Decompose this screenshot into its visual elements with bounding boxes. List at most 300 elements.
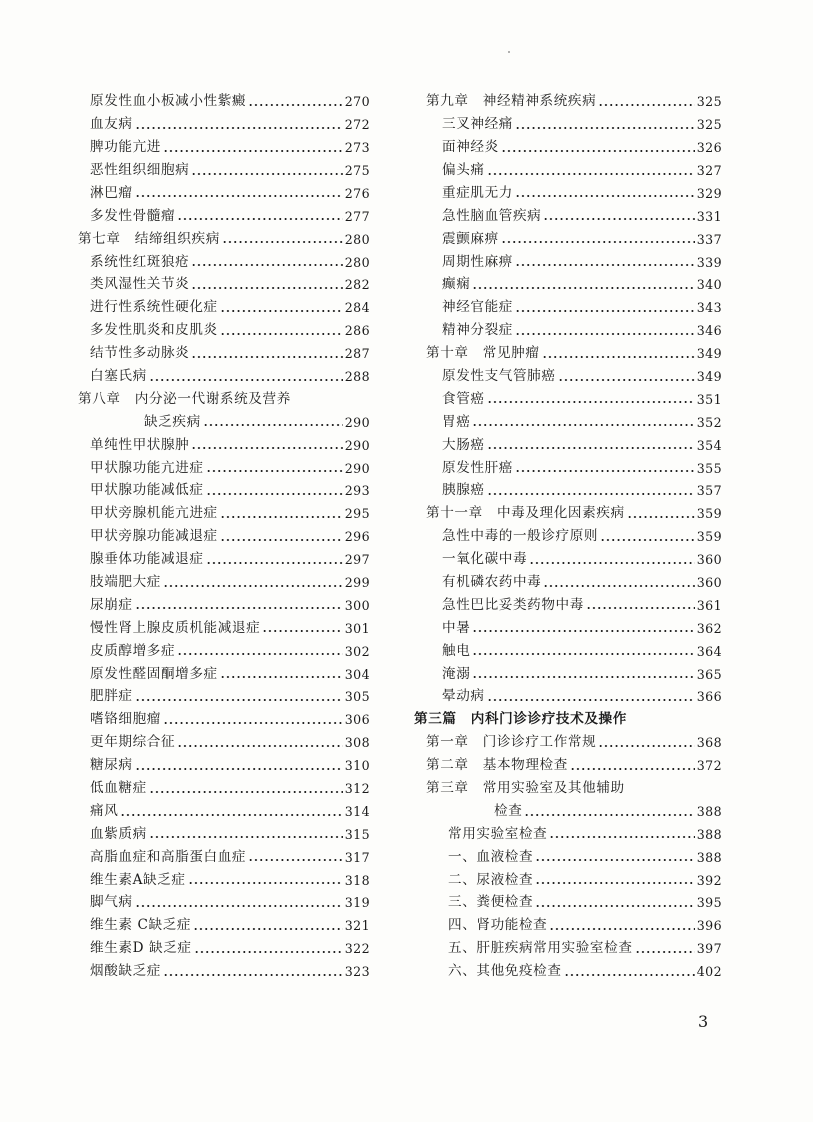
- dot-leader: [135, 905, 343, 907]
- toc-entry: [414, 86, 722, 109]
- toc-entry: [78, 132, 370, 155]
- dot-leader: [163, 974, 343, 976]
- toc-entry-title: 第三章 常用实验室及其他辅助: [426, 780, 625, 797]
- toc-entry-title: 三、粪便检查: [448, 894, 534, 911]
- toc-entry-page: 402: [696, 964, 722, 980]
- toc-entry-title: 多发性肌炎和皮肌炎: [90, 322, 218, 339]
- toc-entry-title: 甲状腺功能减低症: [90, 482, 204, 499]
- toc-entry-title: 嗜铬细胞瘤: [90, 711, 161, 728]
- dot-leader: [206, 493, 343, 495]
- toc-entry: [414, 933, 722, 956]
- toc-entry: [78, 223, 370, 246]
- toc-entry-page: 357: [696, 483, 722, 499]
- toc-entry: [78, 315, 370, 338]
- toc-entry: [414, 567, 722, 590]
- toc-entry-title: 结节性多动脉炎: [90, 345, 190, 362]
- toc-entry: [78, 292, 370, 315]
- dot-leader: [220, 516, 343, 518]
- toc-entry-page: 290: [344, 460, 370, 476]
- dot-leader: [135, 768, 343, 770]
- toc-entry-page: 282: [344, 277, 370, 293]
- toc-entry-page: 327: [696, 162, 722, 178]
- toc-entry-page: 395: [696, 895, 722, 911]
- dot-leader: [524, 814, 694, 816]
- dot-leader: [149, 791, 343, 793]
- toc-entry: [78, 887, 370, 910]
- dot-leader: [220, 539, 343, 541]
- dot-leader: [149, 836, 343, 838]
- toc-entry: [78, 796, 370, 819]
- toc-entry-title: 原发性肝癌: [442, 459, 513, 476]
- toc-entry-page: 280: [344, 254, 370, 270]
- toc-entry: [414, 521, 722, 544]
- dot-leader: [177, 218, 343, 220]
- toc-entry: [78, 544, 370, 567]
- toc-entry-title: 中暑: [442, 619, 471, 636]
- toc-entry-page: 323: [344, 964, 370, 980]
- toc-entry-title: 淋巴瘤: [90, 184, 133, 201]
- toc-entry-page: 388: [696, 849, 722, 865]
- toc-entry-page: 296: [344, 529, 370, 545]
- toc-entry-page: 360: [696, 552, 722, 568]
- toc-entry: [414, 544, 722, 567]
- toc-entry-page: 293: [344, 483, 370, 499]
- toc-entry-title: 缺乏疾病: [144, 413, 201, 430]
- dot-leader: [487, 699, 695, 701]
- toc-entry-title: 第七章 结缔组织疾病: [78, 230, 220, 247]
- toc-entry: [78, 635, 370, 658]
- toc-entry: [78, 773, 370, 796]
- toc-entry-page: 276: [344, 185, 370, 201]
- dot-leader: [206, 562, 343, 564]
- dot-leader: [487, 401, 695, 403]
- dot-leader: [515, 470, 695, 472]
- toc-entry: [78, 590, 370, 613]
- toc-entry-page: 354: [696, 437, 722, 453]
- toc-entry-title: 甲状旁腺机能亢进症: [90, 505, 218, 522]
- dot-leader: [535, 882, 695, 884]
- toc-entry: [78, 612, 370, 635]
- dot-leader: [120, 814, 342, 816]
- page-number: 3: [698, 1012, 709, 1031]
- toc-entry: [414, 178, 722, 201]
- dot-leader: [220, 333, 343, 335]
- toc-entry-title: 四、肾功能检查: [448, 917, 548, 934]
- dot-leader: [472, 653, 694, 655]
- dot-leader: [472, 676, 694, 678]
- dot-leader: [515, 333, 695, 335]
- dot-leader: [600, 539, 695, 541]
- toc-entry-page: 319: [344, 895, 370, 911]
- toc-entry-title: 二、尿液检查: [448, 871, 534, 888]
- toc-entry-page: 397: [696, 941, 722, 957]
- dot-leader: [163, 722, 343, 724]
- toc-entry-title: 血紫质病: [90, 825, 147, 842]
- toc-entry-page: 392: [696, 872, 722, 888]
- dot-leader: [501, 150, 695, 152]
- toc-entry-page: 360: [696, 575, 722, 590]
- toc-entry: [414, 292, 722, 315]
- dot-leader: [191, 173, 342, 175]
- dot-leader: [570, 768, 695, 770]
- toc-entry: [78, 658, 370, 681]
- toc-entry-title: 检查: [494, 802, 523, 819]
- toc-entry: [414, 956, 722, 979]
- dot-leader: [487, 493, 695, 495]
- toc-entry: [78, 200, 370, 223]
- toc-entry-page: 287: [344, 346, 370, 362]
- toc-entry: [414, 658, 722, 681]
- toc-entry: [414, 246, 722, 269]
- dot-leader: [135, 127, 343, 129]
- dot-leader: [163, 585, 343, 587]
- toc-entry: [414, 635, 722, 658]
- dot-leader: [135, 195, 343, 197]
- dot-leader: [635, 951, 695, 953]
- toc-entry-title: 更年期综合征: [90, 734, 176, 751]
- dot-leader: [220, 676, 343, 678]
- toc-right-column: [414, 86, 722, 979]
- toc-entry: [414, 338, 722, 361]
- toc-entry: [78, 567, 370, 590]
- toc-entry-page: 365: [696, 666, 722, 682]
- toc-entry: [414, 864, 722, 887]
- toc-entry-page: 286: [344, 323, 370, 339]
- toc-entry-title: 大肠癌: [442, 436, 485, 453]
- toc-entry: [78, 361, 370, 384]
- toc-entry-title: 甲状旁腺功能减退症: [90, 528, 218, 545]
- toc-entry: [78, 155, 370, 178]
- toc-entry: [78, 750, 370, 773]
- toc-entry-page: 295: [344, 506, 370, 522]
- toc-entry-title: 痛风: [90, 802, 119, 819]
- toc-entry-title: 第九章 神经精神系统疾病: [426, 93, 597, 110]
- scan-speck: [508, 51, 510, 53]
- dot-leader: [629, 722, 720, 724]
- toc-entry: [78, 429, 370, 452]
- dot-leader: [529, 562, 695, 564]
- toc-entry-title: 维生素 C缺乏症: [90, 917, 192, 934]
- toc-entry-title: 肢端肥大症: [90, 574, 161, 590]
- toc-entry: [78, 819, 370, 842]
- toc-entry-title: 尿崩症: [90, 596, 133, 613]
- toc-entry-title: 类风湿性关节炎: [90, 276, 190, 293]
- toc-entry-page: 314: [344, 803, 370, 819]
- toc-entry-title: 一氧化碳中毒: [442, 551, 528, 568]
- dot-leader: [177, 653, 343, 655]
- toc-entry-title: 一、血液检查: [448, 848, 534, 865]
- dot-leader: [487, 447, 695, 449]
- toc-entry-title: 原发性血小板减小性紫癜: [90, 93, 247, 110]
- dot-leader: [627, 516, 695, 518]
- toc-entry-page: 280: [344, 231, 370, 247]
- dot-leader: [191, 287, 342, 289]
- toc-entry-title: 脾功能亢进: [90, 139, 161, 156]
- toc-entry: [414, 612, 722, 635]
- toc-entry: [414, 727, 722, 750]
- toc-entry-page: 366: [696, 689, 722, 705]
- toc-entry-title: 第十章 常见肿瘤: [426, 345, 540, 362]
- dot-leader: [191, 264, 342, 266]
- dot-leader: [149, 379, 343, 381]
- toc-left-column: [78, 86, 370, 979]
- toc-entry-page: 273: [344, 140, 370, 156]
- dot-leader: [203, 424, 343, 426]
- dot-leader: [598, 745, 694, 747]
- toc-entry-page: 368: [696, 735, 722, 751]
- toc-entry-title: 震颤麻痹: [442, 230, 499, 247]
- toc-entry-page: 305: [344, 689, 370, 705]
- toc-entry-page: 318: [344, 872, 370, 888]
- toc-entry-title: 进行性系统性硬化症: [90, 299, 218, 316]
- toc-entry: [78, 864, 370, 887]
- toc-entry-page: 317: [344, 849, 370, 865]
- toc-entry-title: 糖尿病: [90, 757, 133, 774]
- toc-entry: [414, 796, 722, 819]
- dot-leader: [248, 859, 343, 861]
- toc-entry-title: 腺垂体功能减退症: [90, 551, 204, 568]
- toc-entry: [78, 521, 370, 544]
- toc-entry-page: 321: [344, 918, 370, 934]
- toc-entry-title: 急性脑血管疾病: [442, 207, 542, 224]
- toc-entry: [78, 406, 370, 429]
- toc-entry-page: 396: [696, 918, 722, 934]
- toc-entry: [414, 498, 722, 521]
- dot-leader: [188, 882, 343, 884]
- toc-entry: [414, 452, 722, 475]
- toc-entry-page: 361: [696, 597, 722, 613]
- dot-leader: [558, 379, 695, 381]
- toc-entry-page: 288: [344, 368, 370, 384]
- toc-entry-page: 277: [344, 208, 370, 224]
- toc-entry-page: 290: [344, 414, 370, 430]
- toc-entry-title: 第三篇 内科门诊诊疗技术及操作: [414, 711, 627, 728]
- toc-entry-page: 299: [344, 575, 370, 590]
- dot-leader: [135, 699, 343, 701]
- toc-entry-page: 275: [344, 162, 370, 178]
- dot-leader: [177, 745, 343, 747]
- dot-leader: [222, 241, 343, 243]
- toc-entry: [414, 887, 722, 910]
- toc-entry-title: 恶性组织细胞病: [90, 161, 190, 178]
- toc-entry-page: 362: [696, 620, 722, 636]
- dot-leader: [191, 356, 342, 358]
- dot-leader: [627, 791, 720, 793]
- toc-entry: [78, 109, 370, 132]
- toc-entry-page: 388: [696, 826, 722, 842]
- toc-entry-title: 精神分裂症: [442, 322, 513, 339]
- toc-entry: [78, 910, 370, 933]
- toc-entry-page: 343: [696, 300, 722, 316]
- toc-entry-title: 偏头痛: [442, 161, 485, 178]
- toc-entry-title: 维生素A缺乏症: [90, 871, 186, 888]
- toc-entry-title: 维生素D 缺乏症: [90, 940, 192, 957]
- dot-leader: [163, 150, 343, 152]
- toc-entry-title: 面神经炎: [442, 139, 499, 156]
- toc-entry-title: 高脂血症和高脂蛋白血症: [90, 848, 247, 865]
- dot-leader: [515, 264, 695, 266]
- toc-entry: [414, 269, 722, 292]
- dot-leader: [206, 470, 343, 472]
- dot-leader: [549, 836, 694, 838]
- toc-entry-title: 五、肝脏疾病常用实验室检查: [448, 940, 633, 957]
- toc-entry: [414, 109, 722, 132]
- toc-entry-page: 359: [696, 506, 722, 522]
- toc-entry-page: 355: [696, 460, 722, 476]
- toc-entry-title: 系统性红斑狼疮: [90, 253, 190, 270]
- toc-entry-page: 308: [344, 735, 370, 751]
- toc-entry: [78, 498, 370, 521]
- dot-leader: [248, 104, 343, 106]
- dot-leader: [193, 928, 343, 930]
- toc-entry-title: 第一章 门诊诊疗工作常规: [426, 734, 597, 751]
- toc-entry: [414, 910, 722, 933]
- toc-entry: [78, 475, 370, 498]
- toc-entry-page: 351: [696, 391, 722, 407]
- toc-entry-title: 第八章 内分泌一代谢系统及营养: [78, 390, 291, 407]
- toc-entry: [78, 86, 370, 109]
- toc-entry-page: 322: [344, 941, 370, 957]
- toc-entry-title: 肥胖症: [90, 688, 133, 705]
- toc-entry: [414, 475, 722, 498]
- toc-entry: [78, 681, 370, 704]
- toc-entry-title: 急性中毒的一般诊疗原则: [442, 528, 599, 545]
- toc-entry: [414, 200, 722, 223]
- dot-leader: [515, 127, 695, 129]
- toc-entry-title: 单纯性甲状腺肿: [90, 436, 190, 453]
- toc-entry-page: 310: [344, 758, 370, 774]
- dot-leader: [194, 951, 343, 953]
- toc-entry: [414, 841, 722, 864]
- dot-leader: [487, 173, 695, 175]
- dot-leader: [472, 424, 694, 426]
- toc-entry: [414, 681, 722, 704]
- toc-entry-title: 第十一章 中毒及理化因素疾病: [426, 505, 625, 522]
- toc-entry-page: 301: [344, 620, 370, 636]
- toc-entry-title: 胃癌: [442, 413, 471, 430]
- toc-entry: [414, 750, 722, 773]
- toc-entry: [78, 246, 370, 269]
- toc-entry-title: 白塞氏病: [90, 367, 147, 384]
- dot-leader: [191, 447, 342, 449]
- toc-entry-title: 烟酸缺乏症: [90, 963, 161, 980]
- toc-entry-title: 神经官能症: [442, 299, 513, 316]
- toc-entry: [414, 406, 722, 429]
- toc-entry: [78, 452, 370, 475]
- toc-entry-title: 慢性肾上腺皮质机能减退症: [90, 619, 261, 636]
- toc-entry-page: 388: [696, 803, 722, 819]
- dot-leader: [501, 241, 695, 243]
- toc-entry-page: 300: [344, 597, 370, 613]
- toc-entry-title: 原发性醛固酮增多症: [90, 665, 218, 682]
- dot-leader: [135, 607, 343, 609]
- toc-entry: [78, 841, 370, 864]
- toc-entry-page: 340: [696, 277, 722, 293]
- toc-entry-title: 重症肌无力: [442, 184, 513, 201]
- toc-entry-title: 第二章 基本物理检查: [426, 757, 568, 774]
- dot-leader: [262, 630, 342, 632]
- toc-entry: [78, 384, 370, 407]
- toc-entry: [414, 429, 722, 452]
- dot-leader: [535, 905, 695, 907]
- dot-leader: [472, 287, 694, 289]
- dot-leader: [472, 630, 694, 632]
- toc-entry: [414, 315, 722, 338]
- toc-entry-page: 329: [696, 185, 722, 201]
- dot-leader: [564, 974, 695, 976]
- dot-leader: [598, 104, 694, 106]
- toc-entry: [414, 819, 722, 842]
- toc-entry-page: 272: [344, 117, 370, 133]
- dot-leader: [549, 928, 694, 930]
- toc-entry: [414, 155, 722, 178]
- toc-entry-page: 270: [344, 94, 370, 110]
- toc-entry: [78, 933, 370, 956]
- toc-entry-title: 皮质醇增多症: [90, 642, 176, 659]
- toc-entry-page: 364: [696, 643, 722, 659]
- toc-entry: [414, 590, 722, 613]
- toc-entry: [78, 269, 370, 292]
- toc-entry-page: 331: [696, 208, 722, 224]
- toc-entry-page: 359: [696, 529, 722, 545]
- toc-entry-page: 325: [696, 94, 722, 110]
- toc-entry-title: 血友病: [90, 116, 133, 133]
- toc-entry-page: 297: [344, 552, 370, 568]
- toc-entry-title: 原发性支气管肺癌: [442, 367, 556, 384]
- toc-entry: [78, 727, 370, 750]
- toc-entry-title: 触电: [442, 642, 471, 659]
- toc-entry-page: 284: [344, 300, 370, 316]
- toc-entry-page: 372: [696, 758, 722, 774]
- toc-entry-title: 脚气病: [90, 894, 133, 911]
- toc-entry: [78, 704, 370, 727]
- toc-entry: [414, 132, 722, 155]
- toc-entry-page: 290: [344, 437, 370, 453]
- toc-entry-page: 325: [696, 117, 722, 133]
- toc-entry: [414, 361, 722, 384]
- toc-entry-page: 339: [696, 254, 722, 270]
- toc-entry-title: 有机磷农药中毒: [442, 574, 542, 590]
- toc-entry: [414, 223, 722, 246]
- dot-leader: [586, 607, 695, 609]
- toc-entry-title: 食管癌: [442, 390, 485, 407]
- toc-entry-title: 三叉神经痛: [442, 116, 513, 133]
- toc-entry: [78, 178, 370, 201]
- toc-entry-page: 349: [696, 368, 722, 384]
- toc-entry-page: 306: [344, 712, 370, 728]
- toc-entry-title: 常用实验室检查: [448, 825, 548, 842]
- toc-entry-title: 淹溺: [442, 665, 471, 682]
- toc-entry-page: 352: [696, 414, 722, 430]
- toc-entry: [414, 704, 722, 727]
- dot-leader: [543, 218, 694, 220]
- toc-entry-title: 多发性骨髓瘤: [90, 207, 176, 224]
- toc-entry-page: 302: [344, 643, 370, 659]
- toc-entry-page: 304: [344, 666, 370, 682]
- dot-leader: [542, 356, 695, 358]
- dot-leader: [535, 859, 695, 861]
- dot-leader: [515, 195, 695, 197]
- toc-entry-page: 346: [696, 323, 722, 339]
- toc-entry-title: 甲状腺功能亢进症: [90, 459, 204, 476]
- toc-entry: [78, 956, 370, 979]
- toc-entry-title: 胰腺癌: [442, 482, 485, 499]
- dot-leader: [220, 310, 343, 312]
- toc-entry-page: 326: [696, 140, 722, 156]
- toc-entry-title: 急性巴比妥类药物中毒: [442, 596, 584, 613]
- toc-entry: [414, 384, 722, 407]
- toc-entry-title: 晕动病: [442, 688, 485, 705]
